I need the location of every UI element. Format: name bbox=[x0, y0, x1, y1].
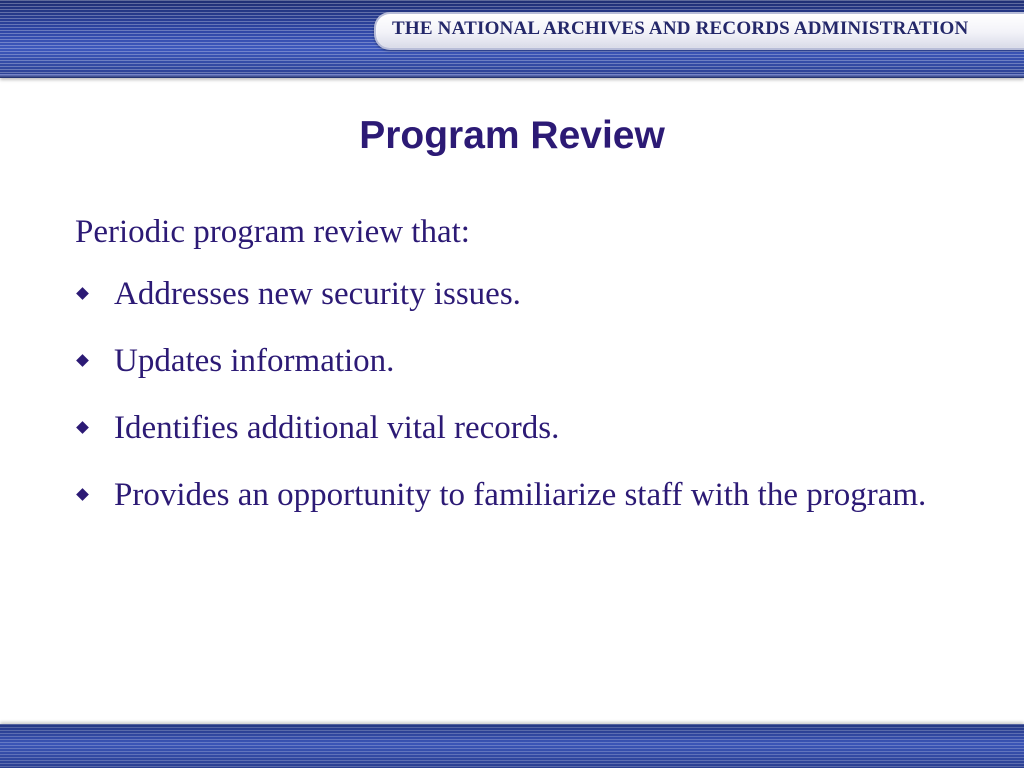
bullet-item bbox=[75, 473, 935, 517]
organization-plate bbox=[374, 12, 1024, 50]
slide-body bbox=[75, 210, 935, 540]
diamond-bullet-icon bbox=[76, 488, 89, 501]
organization-name: THE NATIONAL ARCHIVES AND RECORDS ADMINISTRATION bbox=[392, 18, 969, 39]
diamond-bullet-icon bbox=[76, 421, 89, 434]
bullet-list bbox=[75, 272, 935, 517]
slide-title: Program Review bbox=[359, 114, 665, 157]
footer-band bbox=[0, 724, 1024, 768]
diamond-bullet-icon bbox=[76, 287, 89, 300]
diamond-bullet-icon bbox=[76, 354, 89, 367]
bullet-text: Updates information. bbox=[114, 343, 395, 379]
bullet-item bbox=[75, 339, 935, 383]
bullet-item bbox=[75, 272, 935, 316]
header-band bbox=[0, 0, 1024, 78]
intro-text: Periodic program review that: bbox=[75, 214, 470, 250]
bullet-text: Provides an opportunity to familiarize staff with the program. bbox=[114, 477, 927, 513]
bullet-item bbox=[75, 406, 935, 450]
bullet-text: Addresses new security issues. bbox=[114, 276, 521, 312]
bullet-text: Identifies additional vital records. bbox=[114, 410, 560, 446]
